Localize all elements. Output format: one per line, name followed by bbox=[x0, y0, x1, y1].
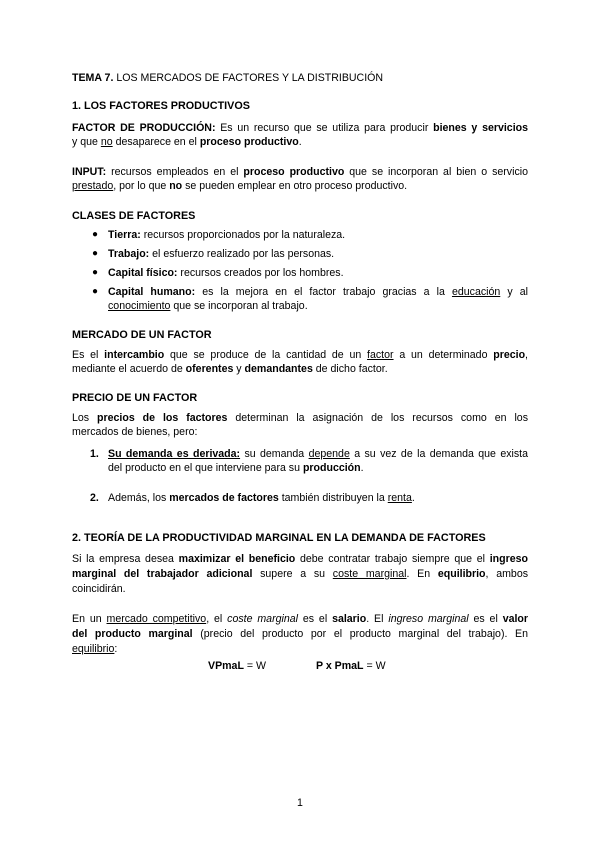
mercado-heading: MERCADO DE UN FACTOR bbox=[72, 329, 212, 341]
item-1-line-2: del producto en el que interviene para su producción. bbox=[108, 462, 364, 474]
input-line-1: INPUT: recursos empleados en el proceso productivo que se incorporan al bien o servicio bbox=[72, 166, 528, 178]
factor-produccion-line-2: y que no desaparece en el proceso productivo. bbox=[72, 136, 302, 148]
s2p2-line-2: del producto marginal (precio del producto por el producto marginal del trabajo). En bbox=[72, 628, 529, 640]
s2p1-line-2: marginal del trabajador adicional supere a su coste marginal. En equilibrio, ambos bbox=[72, 568, 529, 580]
clase-trabajo: Trabajo: el esfuerzo realizado por las personas. bbox=[108, 248, 335, 260]
precio-line-2: mercados de bienes, pero: bbox=[72, 426, 198, 438]
item-1-number: 1. bbox=[90, 448, 99, 460]
s2p1-line-1: Si la empresa desea maximizar el beneficio debe contratar trabajo siempre que el ingreso bbox=[72, 553, 528, 565]
precio-heading: PRECIO DE UN FACTOR bbox=[72, 392, 198, 404]
item-2-line: Además, los mercados de factores también distribuyen la renta. bbox=[108, 492, 415, 504]
formula-p-x-pmal: P x PmaL = W bbox=[316, 660, 386, 672]
clases-heading: CLASES DE FACTORES bbox=[72, 210, 196, 222]
clase-capital-humano-line-2: conocimiento que se incorporan al trabajo. bbox=[108, 300, 308, 312]
s2p1-line-3: coincidirán. bbox=[72, 583, 126, 595]
mercado-line-2: mediante el acuerdo de oferentes y demandantes de dicho factor. bbox=[72, 363, 388, 375]
input-line-2: prestado, por lo que no se pueden emplear en otro proceso productivo. bbox=[72, 180, 408, 192]
section-2-heading: 2. TEORÍA DE LA PRODUCTIVIDAD MARGINAL EN LA DEMANDA DE FACTORES bbox=[72, 532, 486, 544]
document-title: TEMA 7. LOS MERCADOS DE FACTORES Y LA DISTRIBUCIÓN bbox=[72, 72, 384, 84]
section-1-heading: 1. LOS FACTORES PRODUCTIVOS bbox=[72, 100, 250, 112]
clase-capital-fisico: Capital físico: recursos creados por los hombres. bbox=[108, 267, 344, 279]
clase-tierra: Tierra: recursos proporcionados por la naturaleza. bbox=[108, 229, 346, 241]
clase-capital-humano-line-1: Capital humano: es la mejora en el factor trabajo gracias a la educación y al bbox=[108, 286, 528, 298]
mercado-line-1: Es el intercambio que se produce de la cantidad de un factor a un determinado precio, bbox=[72, 349, 528, 361]
formula-vpmal: VPmaL = W bbox=[208, 660, 266, 672]
bullet-icon: ● bbox=[92, 267, 99, 278]
precio-line-1: Los precios de los factores determinan la asignación de los recursos como en los bbox=[72, 412, 528, 424]
s2p2-line-3: equilibrio: bbox=[72, 643, 118, 655]
factor-produccion-line-1: FACTOR DE PRODUCCIÓN: Es un recurso que se utiliza para producir bienes y servicios bbox=[72, 122, 529, 134]
bullet-icon: ● bbox=[92, 248, 99, 259]
bullet-icon: ● bbox=[92, 286, 99, 297]
item-1-line-1: Su demanda es derivada: su demanda depende a su vez de la demanda que exista bbox=[108, 448, 529, 460]
s2p2-line-1: En un mercado competitivo, el coste marginal es el salario. El ingreso marginal es el valor bbox=[72, 613, 529, 625]
item-2-number: 2. bbox=[90, 492, 99, 504]
bullet-icon: ● bbox=[92, 229, 99, 240]
page-number: 1 bbox=[297, 797, 303, 809]
